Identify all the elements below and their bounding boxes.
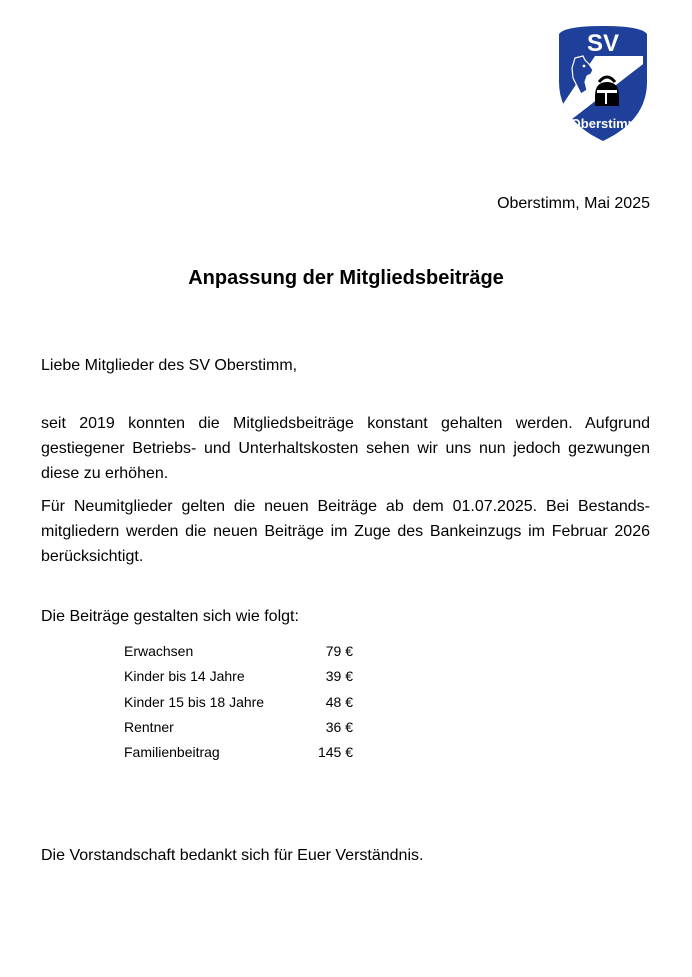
paragraph-1: seit 2019 konnten die Mitgliedsbeiträge konstant gehalten werden. Aufgrund gestiegener Betriebs- und Unterhaltskosten sehen wir uns nun jedoch gezwungen diese zu erhöhen. — [41, 415, 650, 482]
paragraph-2: Für Neumitglieder gelten die neuen Beiträge ab dem 01.07.2025. Bei Bestandsmitgliedern werden die neuen Beiträge im Zuge des Bankeinzugs im Februar 2026 berücksichtigt. — [41, 498, 650, 565]
logo-text-sv: SV — [586, 30, 620, 57]
fee-label: Rentner — [124, 718, 174, 735]
club-logo — [555, 24, 651, 144]
fee-label: Familienbeitrag — [124, 744, 220, 761]
fee-label: Erwachsen — [124, 643, 194, 659]
fees-intro: Die Beiträge gestalten sich wie folgt: — [41, 608, 299, 625]
logo-text-oberstimm: Oberstimm — [570, 116, 640, 131]
fee-amount: 145 € — [317, 744, 353, 761]
greeting: Liebe Mitglieder des SV Oberstimm, — [41, 357, 298, 374]
fee-row-rentner — [124, 715, 353, 740]
fee-row-familienbeitrag — [124, 740, 353, 765]
date-line: Oberstimm, Mai 2025 — [497, 195, 650, 212]
fee-row-kinder-15-18 — [124, 690, 353, 715]
fee-row-erwachsen — [124, 639, 353, 664]
closing: Die Vorstandschaft bedankt sich für Euer Verständnis. — [41, 847, 424, 864]
fee-amount: 36 € — [325, 718, 353, 735]
letter-title: Anpassung der Mitgliedsbeiträge — [188, 267, 504, 289]
fee-table — [124, 639, 353, 765]
fee-label: Kinder 15 bis 18 Jahre — [124, 693, 265, 710]
fee-amount: 79 € — [325, 643, 353, 659]
club-crest-icon — [555, 24, 651, 144]
fee-label: Kinder bis 14 Jahre — [124, 668, 245, 685]
fee-amount: 48 € — [325, 693, 353, 710]
fee-row-kinder-bis-14 — [124, 664, 353, 689]
fee-amount: 39 € — [325, 668, 353, 685]
